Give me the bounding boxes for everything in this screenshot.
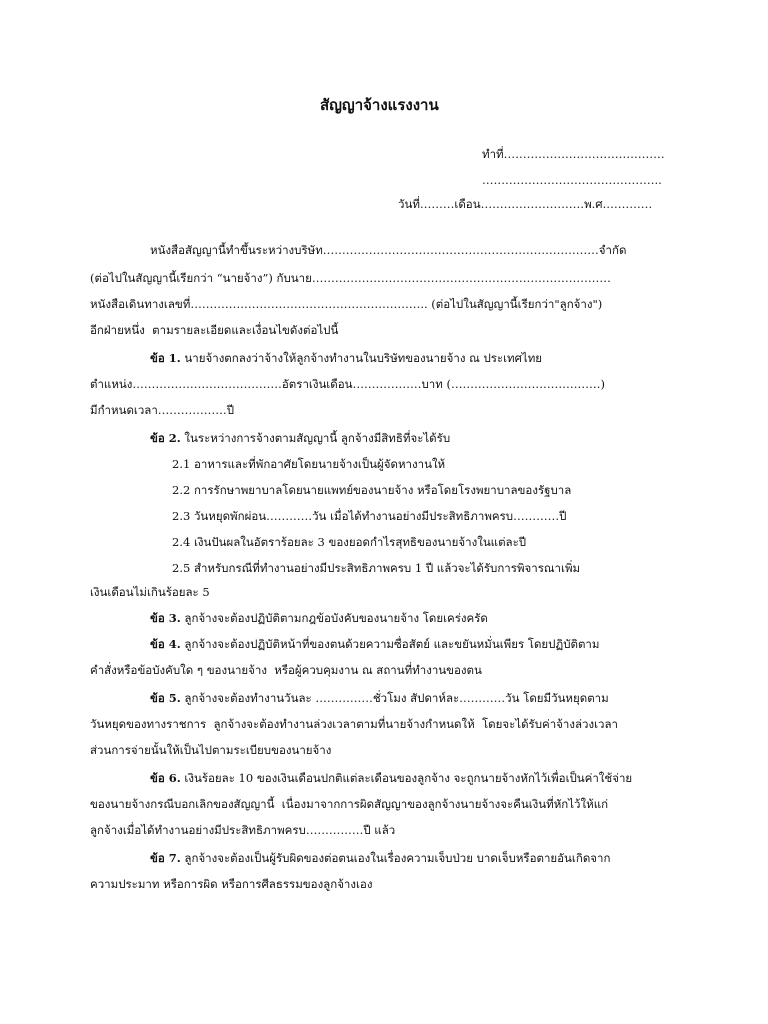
intro-line-2: (ต่อไปในสัญญานี้เรียกว่า “นายจ้าง”) กับนาย……………………………………………………………………	[90, 271, 611, 285]
clause-6-label: ข้อ 6.	[150, 771, 181, 785]
clause-1-text: นายจ้างตกลงว่าจ้างให้ลูกจ้างทำงานในบริษัทของนายจ้าง ณ ประเทศไทย	[180, 351, 543, 365]
clause-1-first-line	[150, 352, 542, 366]
clause-3-text: ลูกจ้างจะต้องปฏิบัติตามกฎข้อบังคับของนายจ้าง โดยเคร่งครัด	[180, 611, 488, 625]
clause-6-text: เงินร้อยละ 10 ของเงินเดือนปกติแต่ละเดือนของลูกจ้าง จะถูกนายจ้างหักไว้เพื่อเป็นค่าใช้จ่าย	[180, 771, 633, 785]
clause-2-item-2: 2.2 การรักษาพยาบาลโดยนายแพทย์ของนายจ้าง หรือโดยโรงพยาบาลของรัฐบาล	[172, 483, 572, 497]
clause-4-label: ข้อ 4.	[150, 637, 181, 651]
clause-2-continuation: เงินเดือนไม่เกินร้อยละ 5	[90, 585, 210, 599]
clause-5-first-line	[150, 692, 609, 706]
clause-7-first-line	[150, 852, 610, 866]
clause-2-item-4: 2.4 เงินปันผลในอัตราร้อยละ 3 ของยอดกำไรสุทธิของนายจ้างในแต่ละปี	[172, 535, 527, 549]
clause-7-line-2: ความประมาท หรือการผิด หรือการศีลธรรมของลูกจ้างเอง	[90, 877, 373, 891]
clause-1-label: ข้อ 1.	[150, 351, 181, 365]
clause-2-item-3: 2.3 วันหยุดพักผ่อน…………วัน เมื่อได้ทำงานอย่างมีประสิทธิภาพครบ…………ปี	[172, 509, 567, 523]
clause-2-first-line	[150, 432, 450, 446]
clause-2-label: ข้อ 2.	[150, 431, 181, 445]
document-title: สัญญาจ้างแรงงาน	[320, 96, 439, 114]
clause-1-line-3: มีกำหนดเวลา………………ปี	[90, 403, 235, 417]
clause-5-text: ลูกจ้างจะต้องทำงานวันละ ……………ชั่วโมง สัปดาห์ละ…………วัน โดยมีวันหยุดตาม	[180, 691, 609, 705]
clause-5-line-2: วันหยุดของทางราชการ ลูกจ้างจะต้องทำงานล่วงเวลาตามที่นายจ้างกำหนดให้ โดยจะได้รับค่าจ้างล่วงเวลา	[90, 717, 618, 731]
place-line: ทำที่……………………………………	[482, 147, 665, 161]
clause-6-line-2: ของนายจ้างกรณีบอกเลิกของสัญญานี้ เนื่องมาจากการผิดสัญญาของลูกจ้างนายจ้างจะคืนเงินที่หักไว้ให้แก่	[90, 797, 609, 811]
intro-line-1: หนังสือสัญญานี้ทำขึ้นระหว่างบริษัท………………………………………………………………จำกัด	[150, 243, 627, 257]
intro-line-3: หนังสือเดินทางเลขที่…………………………………………………….. (ต่อไปในสัญญานี้เรียกว่า"ลูกจ้าง")	[90, 297, 603, 311]
clause-1-line-2: ตำแหน่ง…………………………………อัตราเงินเดือน………………บาท (…………………………………)	[90, 377, 605, 391]
clause-6-first-line	[150, 772, 632, 786]
clause-4-line-2: คำสั่งหรือข้อบังคับใด ๆ ของนายจ้าง หรือผู้ควบคุมงาน ณ สถานที่ทำงานของตน	[90, 663, 482, 677]
clause-3-label: ข้อ 3.	[150, 611, 181, 625]
intro-line-4: อีกฝ่ายหนึ่ง ตามรายละเอียดและเงื่อนไขดังต่อไปนี้	[90, 323, 339, 337]
clause-4-text: ลูกจ้างจะต้องปฏิบัติหน้าที่ของตนด้วยความซื่อสัตย์ และขยันหมั่นเพียร โดยปฏิบัติตาม	[180, 637, 600, 651]
clause-7-text: ลูกจ้างจะต้องเป็นผู้รับผิดของต่อตนเองในเรื่องความเจ็บป่วย บาดเจ็บหรือตายอันเกิดจาก	[180, 851, 611, 865]
clause-3-first-line	[150, 612, 488, 626]
date-line: วันที่………เดือน………………………พ.ศ.…………	[398, 197, 653, 211]
clause-2-item-5: 2.5 สำหรับกรณีที่ทำงานอย่างมีประสิทธิภาพครบ 1 ปี แล้วจะได้รับการพิจารณาเพิ่ม	[172, 561, 581, 575]
clause-6-line-3: ลูกจ้างเมื่อได้ทำงานอย่างมีประสิทธิภาพครบ……………ปี แล้ว	[90, 823, 396, 837]
place-line-2: ………………………………………..	[482, 173, 662, 187]
clause-2-text: ในระหว่างการจ้างตามสัญญานี้ ลูกจ้างมีสิทธิที่จะได้รับ	[180, 431, 451, 445]
clause-7-label: ข้อ 7.	[150, 851, 181, 865]
clause-5-label: ข้อ 5.	[150, 691, 181, 705]
clause-4-first-line	[150, 638, 599, 652]
clause-5-line-3: ส่วนการจ่ายนั้นให้เป็นไปตามระเบียบของนายจ้าง	[90, 743, 332, 757]
clause-2-item-1: 2.1 อาหารและที่พักอาศัยโดยนายจ้างเป็นผู้จัดหางานให้	[172, 457, 446, 471]
